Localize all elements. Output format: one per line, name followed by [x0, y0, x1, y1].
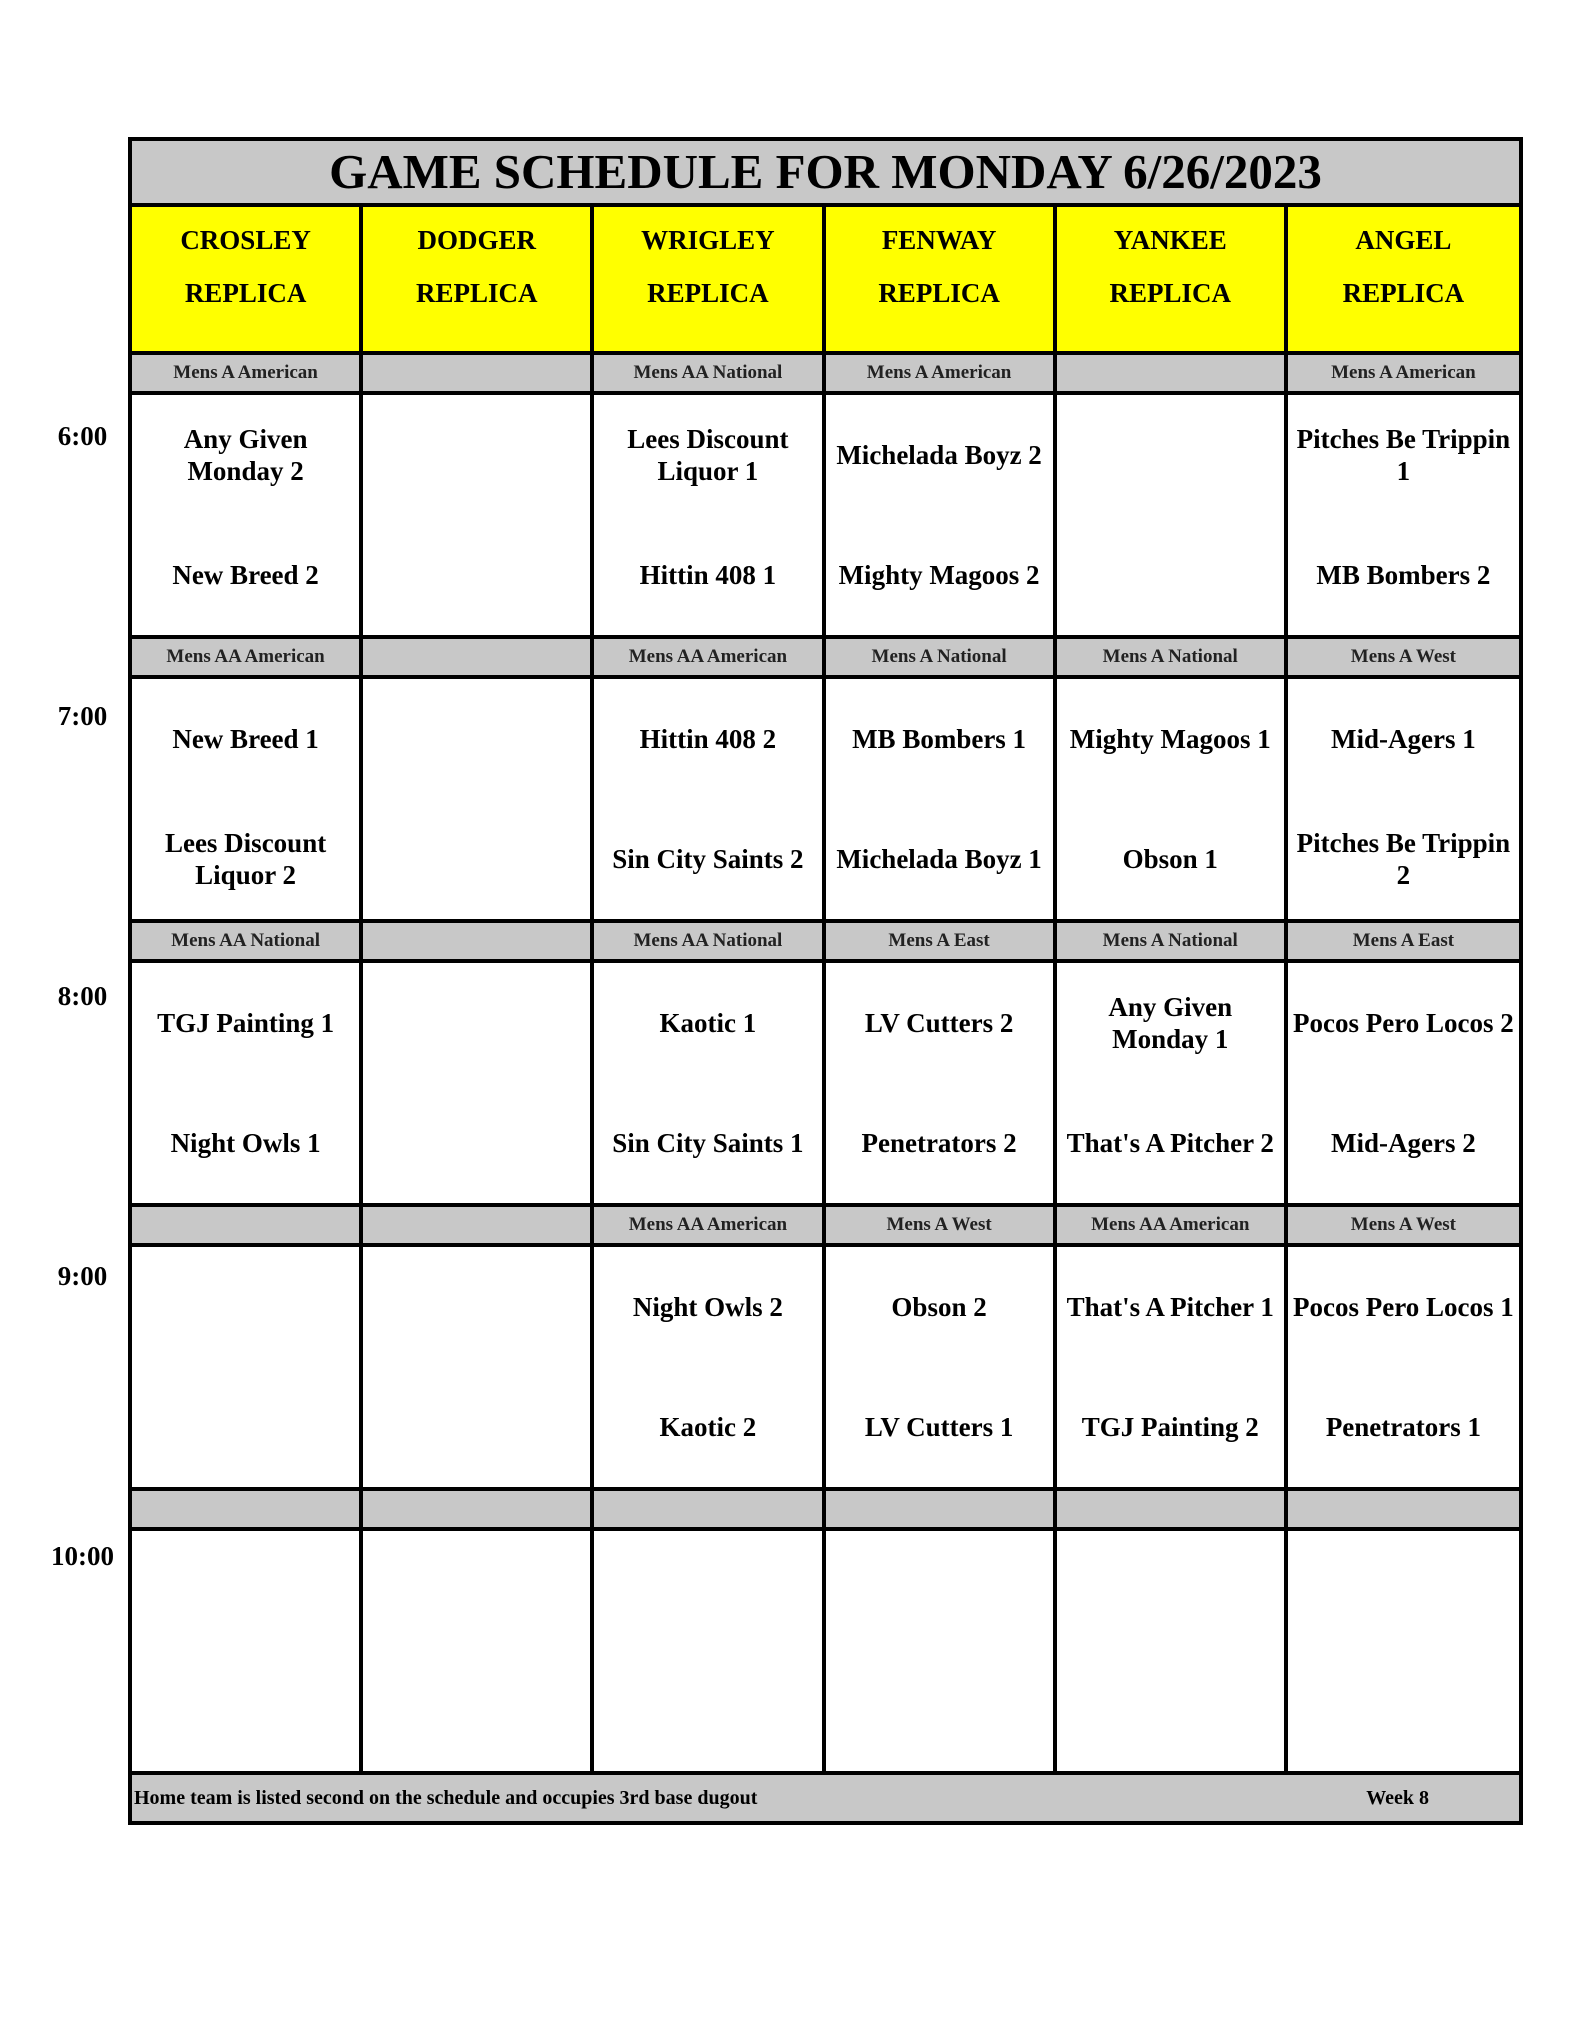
- field-header: [363, 207, 594, 351]
- home-team: Night Owls 1: [170, 1127, 321, 1158]
- home-team: [363, 515, 590, 635]
- game-cell: [826, 1531, 1057, 1771]
- schedule-table: [128, 137, 1523, 1825]
- division-label: [363, 1207, 594, 1243]
- away-team: Any Given Monday 2: [183, 423, 308, 486]
- schedule-title: GAME SCHEDULE FOR MONDAY 6/26/2023: [132, 141, 1519, 207]
- game-cell: [1288, 1247, 1519, 1487]
- game-cell: [826, 395, 1057, 635]
- division-label: [826, 1491, 1057, 1527]
- time-label: 8:00: [57, 981, 108, 1011]
- field-name: REPLICA: [415, 278, 538, 308]
- division-label: [363, 639, 594, 675]
- division-label: Mens A West: [1288, 639, 1519, 675]
- games-row: [132, 963, 1519, 1207]
- home-team: [363, 1083, 590, 1203]
- games-row: [132, 679, 1519, 923]
- division-label: [1057, 1491, 1288, 1527]
- division-label: [1288, 1491, 1519, 1527]
- away-team: [363, 963, 590, 1083]
- game-cell: [1057, 963, 1288, 1203]
- away-team: Hittin 408 2: [639, 723, 777, 754]
- time-label: 6:00: [57, 421, 108, 451]
- field-name: REPLICA: [1342, 278, 1465, 308]
- home-team: Penetrators 2: [861, 1127, 1017, 1158]
- division-label: Mens AA National: [594, 923, 825, 959]
- home-team: [1057, 515, 1284, 635]
- home-team: [363, 1651, 590, 1771]
- division-row: [132, 923, 1519, 963]
- away-team: [594, 1531, 821, 1651]
- home-team: Mid-Agers 2: [1331, 1127, 1476, 1158]
- away-team: [363, 1247, 590, 1367]
- division-label: Mens A West: [1288, 1207, 1519, 1243]
- game-cell: [132, 1247, 363, 1487]
- home-team: LV Cutters 1: [864, 1411, 1014, 1442]
- field-name: REPLICA: [878, 278, 1000, 308]
- game-cell: [132, 963, 363, 1203]
- away-team: [132, 1531, 359, 1651]
- division-label: Mens AA American: [1057, 1207, 1288, 1243]
- game-cell: [1288, 963, 1519, 1203]
- field-name: REPLICA: [1109, 278, 1231, 308]
- division-label: Mens A American: [132, 355, 363, 391]
- division-label: Mens A National: [1057, 639, 1288, 675]
- away-team: LV Cutters 2: [864, 1007, 1014, 1038]
- division-row: [132, 1207, 1519, 1247]
- home-team: [363, 1367, 590, 1487]
- game-cell: [363, 679, 594, 919]
- game-cell: [826, 963, 1057, 1203]
- field-header: [594, 207, 825, 351]
- field-name: ANGEL: [1355, 225, 1452, 255]
- division-row: [132, 1491, 1519, 1531]
- away-team: Night Owls 2: [632, 1291, 783, 1322]
- game-cell: [132, 395, 363, 635]
- home-team: Mighty Magoos 2: [838, 559, 1040, 590]
- field-name: CROSLEY: [180, 225, 311, 255]
- game-cell: [1288, 1531, 1519, 1771]
- time-label: 9:00: [57, 1261, 108, 1291]
- field-name: DODGER: [417, 225, 536, 255]
- division-row: [132, 639, 1519, 679]
- game-cell: [363, 395, 594, 635]
- game-cell: [132, 1531, 363, 1771]
- game-cell: [594, 1247, 825, 1487]
- game-cell: [1057, 679, 1288, 919]
- footer-note: Home team is listed second on the schedule and occupies 3rd base dugout: [134, 1786, 758, 1809]
- home-team: Pitches Be Trippin 2: [1296, 827, 1511, 890]
- game-cell: [826, 1247, 1057, 1487]
- game-cell: [594, 963, 825, 1203]
- away-team: Kaotic 1: [659, 1007, 757, 1038]
- home-team: New Breed 2: [172, 559, 319, 590]
- field-header: [1057, 207, 1288, 351]
- home-team: TGJ Painting 2: [1081, 1411, 1259, 1442]
- home-team: [1057, 1651, 1284, 1771]
- games-row: [132, 395, 1519, 639]
- division-label: [1057, 355, 1288, 391]
- field-name: WRIGLEY: [641, 225, 775, 255]
- away-team: [363, 679, 590, 799]
- home-team: That's A Pitcher 2: [1066, 1127, 1274, 1158]
- away-team: Pocos Pero Locos 1: [1293, 1291, 1514, 1322]
- away-team: Pocos Pero Locos 2: [1293, 1007, 1514, 1038]
- away-team: [1057, 395, 1284, 515]
- field-name: FENWAY: [881, 225, 997, 255]
- time-label: 10:00: [51, 1541, 114, 1571]
- division-label: Mens A American: [1288, 355, 1519, 391]
- home-team: Hittin 408 1: [639, 559, 777, 590]
- field-header: [132, 207, 363, 351]
- home-team: [132, 1367, 359, 1487]
- field-header-row: [132, 207, 1519, 355]
- field-header: [826, 207, 1057, 351]
- away-team: MB Bombers 1: [852, 723, 1027, 754]
- division-label: Mens A East: [1288, 923, 1519, 959]
- home-team: Michelada Boyz 1: [836, 843, 1042, 874]
- game-cell: [132, 679, 363, 919]
- away-team: Pitches Be Trippin 1: [1296, 423, 1511, 486]
- away-team: Obson 2: [891, 1291, 987, 1322]
- away-team: Any Given Monday 1: [1108, 991, 1233, 1054]
- game-cell: [363, 1247, 594, 1487]
- away-team: Michelada Boyz 2: [836, 439, 1042, 470]
- home-team: Sin City Saints 1: [612, 1127, 804, 1158]
- game-cell: [363, 1531, 594, 1771]
- away-team: Lees Discount Liquor 1: [627, 423, 789, 486]
- home-team: Penetrators 1: [1325, 1411, 1481, 1442]
- time-label: 7:00: [57, 701, 108, 731]
- game-cell: [1057, 395, 1288, 635]
- division-label: [132, 1207, 363, 1243]
- field-header: [1288, 207, 1519, 351]
- home-team: [132, 1651, 359, 1771]
- division-row: [132, 355, 1519, 395]
- home-team: [826, 1651, 1053, 1771]
- division-label: Mens A West: [826, 1207, 1057, 1243]
- division-label: Mens AA National: [594, 355, 825, 391]
- game-cell: [594, 679, 825, 919]
- division-label: Mens A National: [1057, 923, 1288, 959]
- home-team: [1288, 1651, 1519, 1771]
- game-cell: [1057, 1531, 1288, 1771]
- field-name: YANKEE: [1113, 225, 1227, 255]
- away-team: New Breed 1: [172, 723, 319, 754]
- division-label: Mens A American: [826, 355, 1057, 391]
- away-team: [1288, 1531, 1519, 1651]
- home-team: Kaotic 2: [659, 1411, 757, 1442]
- division-label: [594, 1491, 825, 1527]
- field-name: REPLICA: [184, 278, 307, 308]
- game-cell: [826, 679, 1057, 919]
- field-name: REPLICA: [647, 278, 769, 308]
- home-team: [363, 799, 590, 919]
- away-team: Mid-Agers 1: [1331, 723, 1476, 754]
- away-team: That's A Pitcher 1: [1066, 1291, 1274, 1322]
- away-team: [1057, 1531, 1284, 1651]
- week-label: Week 8: [1366, 1786, 1429, 1809]
- division-label: Mens AA American: [594, 1207, 825, 1243]
- away-team: [363, 1531, 590, 1651]
- division-label: Mens A East: [826, 923, 1057, 959]
- home-team: Lees Discount Liquor 2: [164, 827, 327, 890]
- division-label: [363, 1491, 594, 1527]
- home-team: MB Bombers 2: [1316, 559, 1491, 590]
- division-label: Mens AA American: [132, 639, 363, 675]
- game-cell: [594, 395, 825, 635]
- games-row: [132, 1247, 1519, 1491]
- division-label: [363, 355, 594, 391]
- division-label: Mens AA American: [594, 639, 825, 675]
- home-team: Sin City Saints 2: [612, 843, 804, 874]
- away-team: TGJ Painting 1: [157, 1007, 335, 1038]
- home-team: Obson 1: [1122, 843, 1218, 874]
- away-team: [826, 1531, 1053, 1651]
- division-label: [363, 923, 594, 959]
- games-row: [132, 1531, 1519, 1775]
- away-team: [363, 395, 590, 515]
- away-team: [132, 1247, 359, 1367]
- away-team: Mighty Magoos 1: [1069, 723, 1271, 754]
- game-cell: [1288, 679, 1519, 919]
- game-cell: [594, 1531, 825, 1771]
- division-label: Mens AA National: [132, 923, 363, 959]
- footer: [132, 1775, 1519, 1821]
- home-team: [594, 1651, 821, 1771]
- game-cell: [1288, 395, 1519, 635]
- division-label: [132, 1491, 363, 1527]
- game-cell: [1057, 1247, 1288, 1487]
- game-cell: [363, 963, 594, 1203]
- division-label: Mens A National: [826, 639, 1057, 675]
